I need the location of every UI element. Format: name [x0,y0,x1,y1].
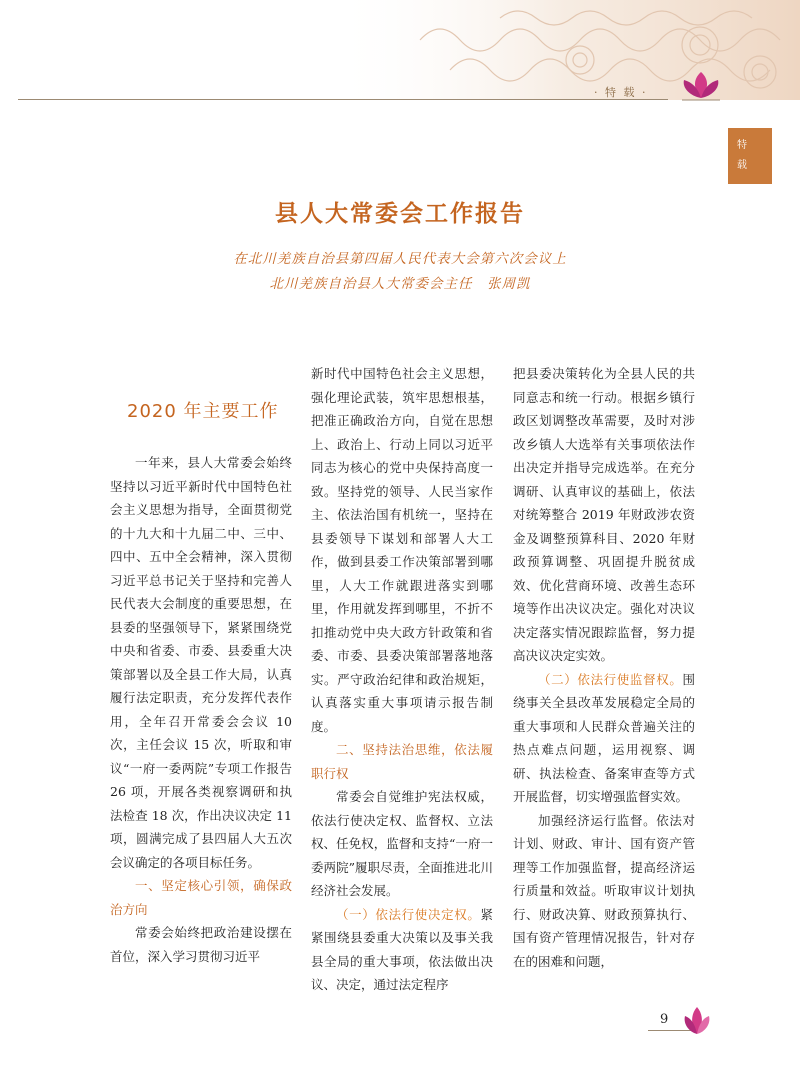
article-title: 县人大常委会工作报告 [275,200,525,227]
article-subtitle-meeting: 在北川羌族自治县第四届人民代表大会第六次会议上 [233,251,567,267]
text-column-3 [513,362,695,973]
paragraph-text: 紧紧围绕县委重大决策以及事关我县全局的重大事项，依法做出决议、决定，通过法定程序 [311,906,493,992]
text-column-2 [311,362,493,997]
page-number: 9 [660,1012,669,1027]
header-section-label: · 特 载 · [594,86,648,99]
header-rule [18,99,668,100]
heading-level-3: （一）依法行使决定权。 [336,906,481,922]
lotus-footer-icon [680,1002,714,1038]
paragraph [513,668,695,809]
paragraph: 加强经济运行监督。依法对计划、财政、审计、国有资产管理等工作加强监督，提高经济运行质量和效益。听取审议计划执行、财政决算、财政预算执行、国有资产管理情况报告，针对存在的困难和问题， [513,812,695,969]
section-title: 2020 年主要工作 [127,401,279,422]
paragraph: 常委会始终把政治建设摆在首位，深入学习贯彻习近平 [110,925,292,964]
paragraph: 常委会自觉维护宪法权威，依法行使决定权、监督权、立法权、任免权，监督和支持“一府一委两院”履职尽责，全面推进北川经济社会发展。 [311,789,493,898]
heading-level-2 [110,874,292,921]
paragraph: 一年来，县人大常委会始终坚持以习近平新时代中国特色社会主义思想为指导，全面贯彻党的十九大和十九届二中、三中、四中、五中全会精神，深入贯彻习近平总书记关于坚持和完善人民代表大会制度的重要思想，在县委的坚强领导下，紧紧围绕党中央和省委、市委、县委重大决策部署以及全县工作大局，认真履行法定职责，充分发挥代表作用，全年召开常委会会议 10 次，主任会议 15 次，听取和审议“一府一委两院”专项工作报告 26 项，开展各类视察调研和执法检查 18 次，作出决议决定 11 项，圆满完成了县四届人大五次会议确定的各项目标任务。 [110,455,292,870]
heading-level-2 [311,738,493,785]
side-section-tab [728,128,772,184]
paragraph: 把县委决策转化为全县人民的共同意志和统一行动。根据乡镇行政区划调整改革需要，及时对涉改乡镇人大选举有关事项依法作出决定并指导完成选举。在充分调研、认真审议的基础上，依法对统筹整合 2019 年财政涉农资金及调整预算科目、2020 年财政预算调整、巩固提升脱贫成效、优化营商环境、改善生态环境等作出决议决定。强化对决议决定落实情况跟踪监督，努力提高决议决定实效。 [513,366,695,663]
text-column-1 [110,451,292,968]
heading-level-3: （二）依法行使监督权。 [538,671,683,687]
side-tab-label: 特载 [737,140,747,171]
heading-text: 一、坚定核心引领，确保政治方向 [110,878,292,917]
article-subtitle-author: 北川羌族自治县人大常委会主任 张周凯 [269,276,531,292]
paragraph: 新时代中国特色社会主义思想，强化理论武装，筑牢思想根基，把准正确政治方向，自觉在思想上、政治上、行动上同以习近平同志为核心的党中央保持高度一致。坚持党的领导、人民当家作主、依法治国有机统一，坚持在县委领导下谋划和部署人大工作，做到县委工作决策部署到哪里，人大工作就跟进落实到哪里，作用就发挥到哪里，不折不扣推动党中央大政方针政策和省委、市委、县委决策部署落地落实。严守政治纪律和政治规矩，认真落实重大事项请示报告制度。 [311,366,493,734]
paragraph-text: 围绕事关全县改革发展稳定全局的重大事项和人民群众普遍关注的热点难点问题，运用视察、调研、执法检查、备案审查等方式开展监督，切实增强监督实效。 [513,671,695,804]
heading-text: 二、坚持法治思维，依法履职行权 [311,742,493,781]
paragraph [311,903,493,997]
lotus-icon [676,68,726,102]
